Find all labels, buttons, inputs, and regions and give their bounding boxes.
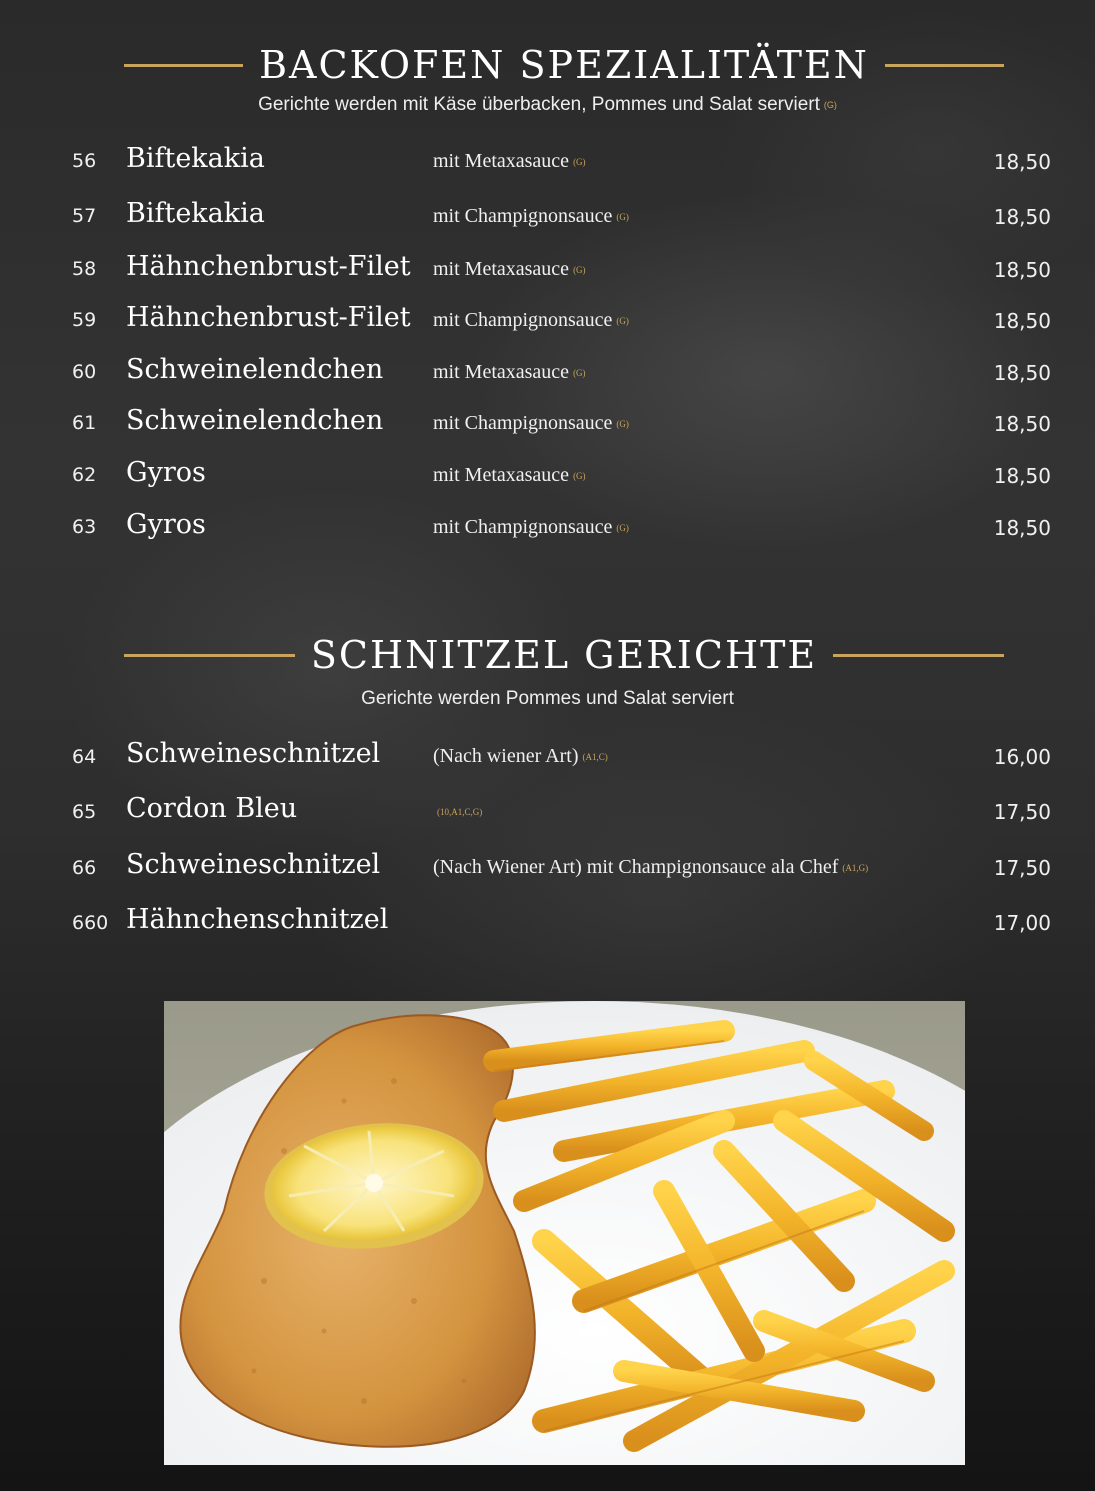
item-name: Schweinelendchen <box>126 405 384 436</box>
item-number: 62 <box>72 464 97 486</box>
menu-item <box>0 457 1095 497</box>
subtitle-text: Gerichte werden mit Käse überbacken, Pommes und Salat serviert <box>258 94 820 115</box>
header-rule-left <box>124 654 295 657</box>
item-number: 59 <box>72 309 97 331</box>
section-title: BACKOFEN SPEZIALITÄTEN <box>259 43 869 87</box>
item-price: 17,50 <box>993 800 1051 824</box>
item-desc-text: mit Metaxasauce <box>433 361 570 383</box>
item-number: 57 <box>72 205 97 227</box>
item-price: 18,50 <box>993 361 1051 385</box>
subtitle-allergen: (G) <box>823 99 837 110</box>
item-price: 18,50 <box>993 309 1051 333</box>
item-description <box>433 856 868 879</box>
item-allergen: (10,A1,C,G) <box>437 807 483 818</box>
subtitle-text: Gerichte werden Pommes und Salat serviert <box>361 688 734 709</box>
item-number: 660 <box>72 912 109 934</box>
menu-item <box>0 904 1095 944</box>
item-desc-text: mit Metaxasauce <box>433 464 570 486</box>
menu-item <box>0 143 1095 183</box>
item-name: Schweineschnitzel <box>126 738 381 769</box>
item-number: 56 <box>72 150 97 172</box>
item-price: 17,00 <box>993 911 1051 935</box>
item-number: 60 <box>72 361 97 383</box>
item-price: 18,50 <box>993 412 1051 436</box>
item-name: Gyros <box>126 509 206 540</box>
item-description <box>433 745 608 768</box>
item-description <box>433 309 629 332</box>
item-description <box>433 361 586 384</box>
item-allergen: (G) <box>616 523 629 534</box>
item-number: 63 <box>72 516 97 538</box>
item-price: 16,00 <box>993 745 1051 769</box>
item-allergen: (A1,C) <box>582 752 608 763</box>
item-desc-text: mit Champignonsauce <box>433 516 613 538</box>
item-price: 18,50 <box>993 258 1051 282</box>
item-allergen: (G) <box>616 316 629 327</box>
item-name: Biftekakia <box>126 198 265 229</box>
item-desc-text: mit Metaxasauce <box>433 150 570 172</box>
menu-item <box>0 405 1095 445</box>
section-subtitle <box>0 688 1095 710</box>
item-price: 18,50 <box>993 205 1051 229</box>
item-number: 66 <box>72 857 97 879</box>
item-name: Biftekakia <box>126 143 265 174</box>
schnitzel-fries-image <box>164 1001 965 1465</box>
item-allergen: (G) <box>616 212 629 223</box>
item-name: Hähnchenbrust-Filet <box>126 251 411 282</box>
header-rule-right <box>833 654 1004 657</box>
item-description <box>433 464 586 487</box>
item-desc-text: mit Champignonsauce <box>433 412 613 434</box>
item-number: 61 <box>72 412 97 434</box>
item-desc-text: mit Champignonsauce <box>433 309 613 331</box>
item-description <box>433 800 482 823</box>
item-price: 18,50 <box>993 516 1051 540</box>
item-number: 64 <box>72 746 97 768</box>
item-description <box>433 258 586 281</box>
item-number: 65 <box>72 801 97 823</box>
item-name: Cordon Bleu <box>126 793 298 824</box>
menu-item <box>0 509 1095 549</box>
menu-item <box>0 793 1095 833</box>
section-subtitle <box>0 94 1095 116</box>
item-name: Schweineschnitzel <box>126 849 381 880</box>
schnitzel-photo <box>164 1001 965 1465</box>
item-description <box>433 911 437 934</box>
item-name: Gyros <box>126 457 206 488</box>
header-rule-left <box>124 64 243 67</box>
menu-item <box>0 738 1095 778</box>
menu-item <box>0 251 1095 291</box>
menu-item <box>0 354 1095 394</box>
item-allergen: (G) <box>616 419 629 430</box>
header-rule-right <box>885 64 1004 67</box>
item-description <box>433 412 629 435</box>
section-header-backofen <box>124 43 1004 87</box>
item-allergen: (G) <box>573 265 586 276</box>
menu-item <box>0 302 1095 342</box>
item-description <box>433 516 629 539</box>
menu-item <box>0 849 1095 889</box>
menu-item <box>0 198 1095 238</box>
section-header-schnitzel <box>124 633 1004 677</box>
item-description <box>433 205 629 228</box>
item-description <box>433 150 586 173</box>
item-number: 58 <box>72 258 97 280</box>
item-price: 17,50 <box>993 856 1051 880</box>
item-name: Hähnchenbrust-Filet <box>126 302 411 333</box>
item-allergen: (A1,G) <box>842 863 869 874</box>
item-price: 18,50 <box>993 464 1051 488</box>
item-name: Hähnchenschnitzel <box>126 904 389 935</box>
item-desc-text: (Nach wiener Art) <box>433 745 579 767</box>
item-desc-text: mit Champignonsauce <box>433 205 613 227</box>
item-name: Schweinelendchen <box>126 354 384 385</box>
item-price: 18,50 <box>993 150 1051 174</box>
item-allergen: (G) <box>573 471 586 482</box>
item-desc-text: mit Metaxasauce <box>433 258 570 280</box>
item-allergen: (G) <box>573 157 586 168</box>
item-allergen: (G) <box>573 368 586 379</box>
section-title: SCHNITZEL GERICHTE <box>310 633 818 677</box>
item-desc-text: (Nach Wiener Art) mit Champignonsauce ala Chef <box>433 856 839 878</box>
